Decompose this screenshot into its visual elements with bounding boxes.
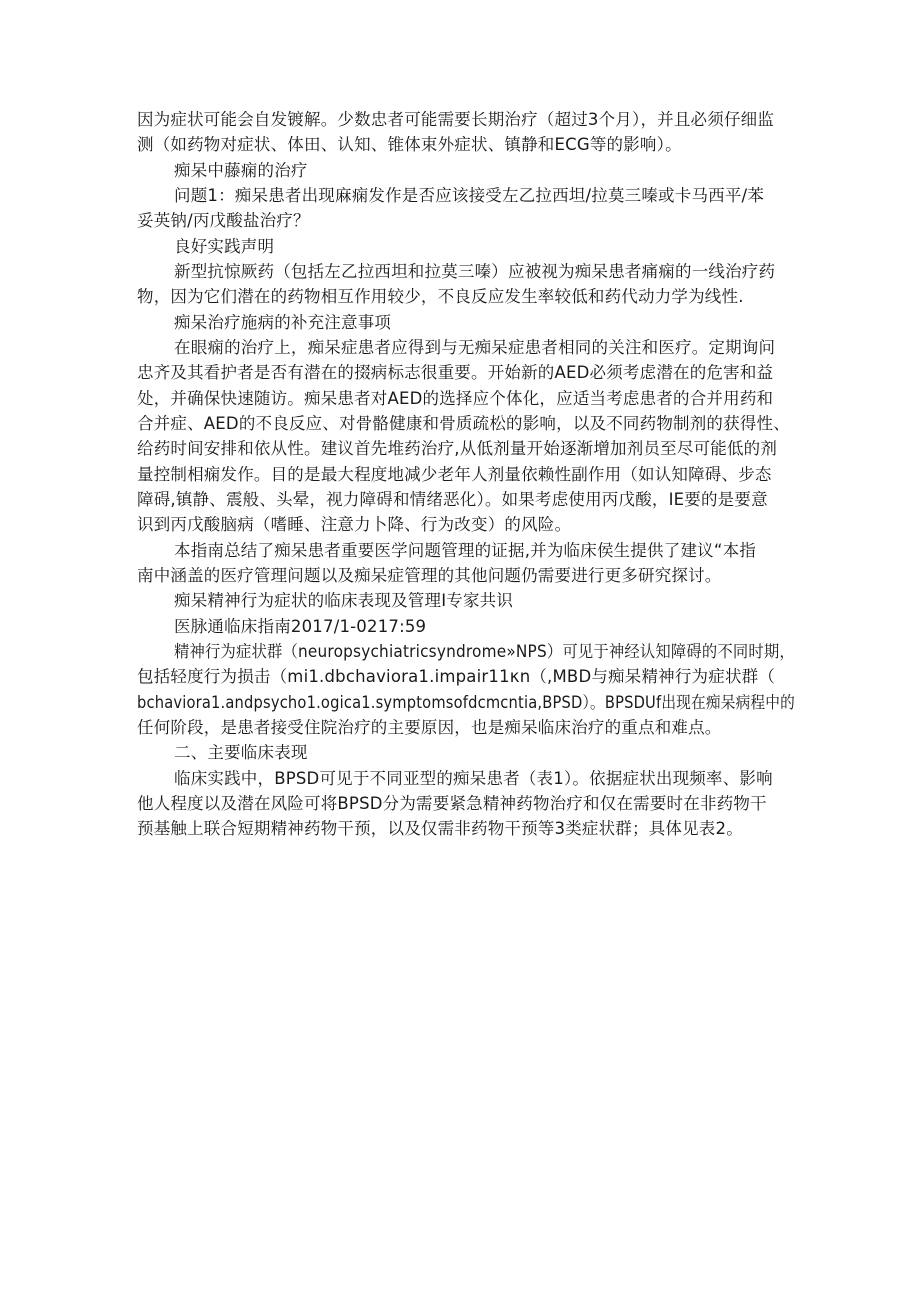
source-dateline: 医脉通临床指南2017/1-0217:59 xyxy=(174,617,427,636)
section-heading-clinical-manifestations: 二、主要临床表现 xyxy=(174,743,308,762)
text-line-question-1-cont: 妥英钠/丙戊酸盐治疗？ xyxy=(137,211,310,230)
text-line-25: 任何阶段，是患者接受住院治疗的主要原因，也是痴呆临床治疗的重点和难点。 xyxy=(137,718,722,737)
section-heading-good-practice: 良好实践声明 xyxy=(174,237,275,256)
text-line-18: 本指南总结了痴呆患者重要医学问题管理的证据,并为临床侯生提供了建议“本指 xyxy=(174,541,756,560)
text-line-22: 精神行为症状群（neuropsychiatricsyndrome»NPS）可见于神经认知障碍的不同时期， xyxy=(174,642,795,661)
section-heading-dementia-epilepsy: 痴呆中藤痫的治疗 xyxy=(174,161,308,180)
text-line-29: 预基触上联合短期精神药物干预，以及仅需非药物干预等3类症状群；具体见表2。 xyxy=(137,819,743,838)
text-line-27: 临床实践中，BPSD可见于不同亚型的痴呆患者（表1）。依据症状出现频率、影响 xyxy=(174,769,773,788)
text-line-14: 给药时间安排和依从性。建议首先堆药治疗,从低剂量开始逐渐增加剂员至尽可能低的剂 xyxy=(137,439,778,458)
text-line-16: 障碍,镇静、震般、头晕，视力障碍和情绪恶化）。如果考虑使用丙戊酸，IE要的是要意 xyxy=(137,490,768,509)
text-line-24: bchaviora1.andpsycho1.ogica1.symptomsofdcmcntia,BPSD）。BPSDUf出现在痴呆病程中的 xyxy=(137,693,795,712)
text-line-question-1: 问题1：痴呆患者出现麻痫发作是否应该接受左乙拉西坦/拉莫三嗪或卡马西平/苯 xyxy=(174,186,765,205)
text-line-7: 新型抗惊厥药（包括左乙拉西坦和拉莫三嗪）应被视为痴呆患者痛痫的一线治疗药 xyxy=(174,262,776,281)
text-line-2: 测（如药物对症状、体田、认知、锥体束外症状、镇静和ECG等的影响）。 xyxy=(137,135,682,154)
text-line-11: 忠齐及其看护者是否有潜在的掇病标志很重要。开始新的AED必须考虑潜在的危害和益 xyxy=(137,363,774,382)
text-line-1: 因为症状可能会自发镀解。少数忠者可能需要长期治疗（超过3个月），并且必须仔细监 xyxy=(137,110,775,129)
text-line-8: 物，因为它们潜在的药物相互作用较少，不良反应发生率较低和药代动力学为线性. xyxy=(137,287,744,306)
text-line-23: 包括轻度行为损击（mi1.dbchaviora1.impair11κn（,MBD与痴呆精神行为症状群（ xyxy=(137,667,776,686)
text-line-10: 在眼痫的治疗上，痴呆症患者应得到与无痴呆症患者相同的关注和医疗。定期询问 xyxy=(174,338,776,357)
text-line-12: 处，并确保快速随访。痴呆患者对AED的选择应个体化，应适当考虑患者的合并用药和 xyxy=(137,389,774,408)
text-line-28: 他人程度以及潜在风险可将BPSD分为需要紧急精神药物治疗和仅在需要时在非药物干 xyxy=(137,794,767,813)
text-line-15: 量控制相痫发作。目的是最大程度地减少老年人剂量依赖性副作用（如认知障碍、步态 xyxy=(137,465,772,484)
section-heading-bpsd-consensus: 痴呆精神行为症状的临床表现及管理I专家共识 xyxy=(174,591,514,610)
section-heading-supplementary: 痴呆治疗施病的补充注意事项 xyxy=(174,313,392,332)
text-line-13: 合并症、AED的不良反应、对骨骼健康和骨质疏松的影响，以及不同药物制剂的获得性、 xyxy=(137,414,790,433)
text-line-19: 南中涵盖的医疗管理问题以及痴呆症管理的其他问题仍需要进行更多研究探讨。 xyxy=(137,566,722,585)
text-line-17: 识到丙戊酸脑病（嗜睡、注意力卜降、行为改变）的风险。 xyxy=(137,515,572,534)
